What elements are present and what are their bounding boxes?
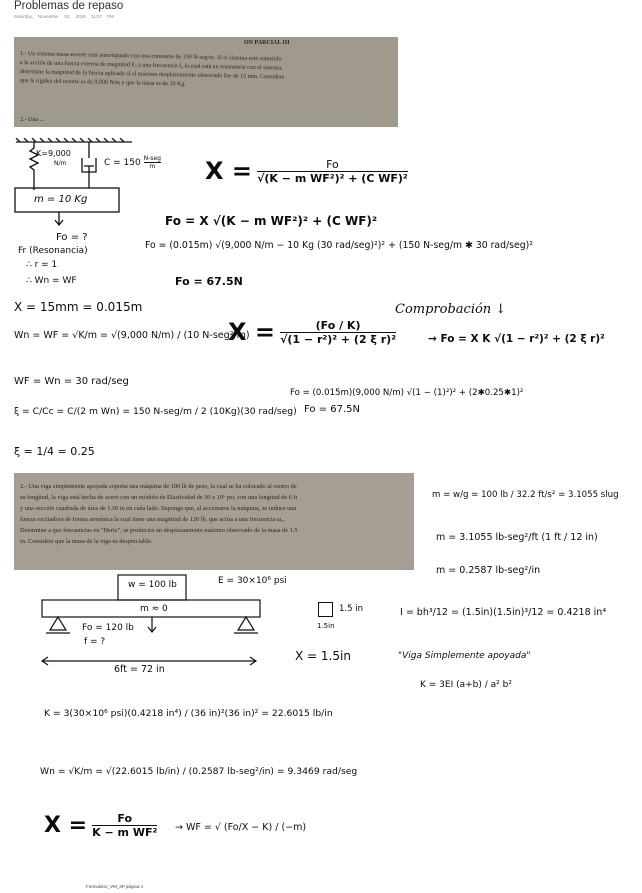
photo-line: in. Considere que la masa de la viga es despreciable. [20,538,153,545]
xi-result: ξ = 1/4 = 0.25 [14,445,95,458]
x-numerator: Fo [257,158,408,172]
photo-line: 2.- Una ... [20,117,44,123]
fo-check-result: Fo = 67.5N [304,404,360,415]
fo-result: Fo = 67.5N [175,275,243,288]
photo-line: fuerza excitadora de forma armónica la cual tiene una magnitud de 120 lb, que actúa a una frecuencia ω₀. [20,516,286,523]
elastic-modulus: E = 30×10⁶ psi [218,576,287,586]
x-denominator: √(K − m WF²)² + (C WF)² [257,171,408,185]
x-resonance-formula [228,318,396,346]
page-footer: Formulario_VM_3P página 1 [86,884,144,889]
fo-question: Fo = ? [56,232,88,243]
beam-length: 6ft = 72 in [114,664,165,675]
fr-resonance: Fr (Resonancia) [18,246,88,256]
wf-value: WF = Wn = 30 rad/seg [14,376,129,387]
beam-mass-zero: m ≈ 0 [140,604,168,614]
fo-from-x: → Fo = X K √(1 − r²)² + (2 ξ r)² [428,333,605,345]
problem-1-photo [14,37,398,127]
x-formula [205,157,408,185]
wn-definition: Wn = WF = √K/m = √(9,000 N/m) / (10 N-seg²/m) [14,330,250,341]
photo-line: que la rigidez del resorte es de 9,000 N/m y que la masa es de 10 Kg. [19,78,186,88]
mass-conversion: m = 3.1055 lb-seg²/ft (1 ft / 12 in) [436,532,598,543]
stiffness-calc: K = 3(30×10⁶ psi)(0.4218 in⁴) / (36 in)²(36 in)² = 22.6015 lb/in [44,708,333,719]
k-unit: N/m [54,160,67,167]
x-symbol-3: X = [44,813,88,838]
c-unit-den: m [149,163,156,170]
freq-question: f = ? [84,637,106,647]
page-title: Problemas de repaso [14,0,124,12]
page-date: Saturday, November 30, 2019 [14,14,86,19]
square-bottom: 1.5in [317,622,335,630]
problem-2-photo [14,473,414,570]
mass-equation: m = w/g = 100 lb / 32.2 ft/s² = 3.1055 slug [432,490,619,500]
x3-denominator: K − m WF² [92,826,158,839]
spring-k-label [36,149,71,167]
photo-line: 1.- Un sistema masa-resorte está amortiguado con una constante de 150 N-seg/m. Si el sistema está sometido [19,51,282,63]
beam-type: "Viga Simplemente apoyada" [398,651,531,661]
mass-result: m = 0.2587 lb-seg²/in [436,565,541,576]
mass-label: m = 10 Kg [34,194,88,205]
beam-weight-label: w = 100 lb [128,580,177,590]
page-meta [14,14,114,19]
fo-label: Fo = 120 lb [82,623,134,633]
fo-check: Fo = (0.015m)(9,000 N/m) √(1 − (1)²)² + (2✱0.25✱1)² [290,388,524,398]
photo-line: 2.- Una viga simplemente apoyada soporta una máquina de 100 lb de peso, la cual se ha colocado al centro de [20,483,297,490]
x3-numerator: Fo [92,812,157,826]
cross-section-square [318,602,333,617]
x-symbol-2: X = [228,318,275,346]
x-bottom-formula [44,812,157,839]
x-given-2: X = 1.5in [295,649,351,663]
photo-line: su longitud, la viga está hecha de acero con un módulo de Elasticidad de 30 x 10⁶ psi, con una longitud de 6 ft [20,494,298,501]
x2-denominator: √(1 − r²)² + (2 ξ r)² [280,332,397,346]
r-equals: ∴ r = 1 [26,260,58,270]
photo-line: a la acción de una fuerza externa de magnitud F₀ a una frecuencia f₀ la cual está en resonancia con el sistema, [19,60,283,72]
c-unit-num: N-seg [143,155,161,162]
photo-line: determine la magnitud de la fuerza aplicada si el máximo desplazamiento observado fue de 15 mm. Considere [19,69,285,81]
wn-calc: Wn = √K/m = √(22.6015 lb/in) / (0.2587 lb-seg²/in) = 9.3469 rad/seg [40,766,358,777]
x-given: X = 15mm = 0.015m [14,300,143,314]
photo-line: y una sección cuadrada de área de 1.50 in en cada lado. Suponga que, al accionarse la máquina, se induce una [20,505,297,512]
photo-line: Determine a que frecuencias en "Hertz", se producirá un desplazamiento máximo observado de la masa de 1.5 [20,527,298,534]
stiffness-formula: K = 3EI (a+b) / a² b² [420,680,512,690]
damper-c-label [104,155,161,170]
square-side: 1.5 in [339,604,363,614]
mass-spring-diagram [14,138,134,243]
page-time: 11:07 PM [90,14,114,19]
fo-substitution: Fo = (0.015m) √(9,000 N/m − 10 Kg (30 rad/seg)²)² + (150 N-seg/m ✱ 30 rad/seg)² [145,240,533,251]
wn-equals: ∴ Wn = WF [26,276,77,286]
comprobacion-label: Comprobación ↓ [395,302,507,317]
c-value: C = 150 [104,158,141,168]
wf-bottom: → WF = √ (Fo/X − K) / (−m) [175,822,307,833]
xi-equation: ξ = C/Cc = C/(2 m Wn) = 150 N-seg/m / 2 (10Kg)(30 rad/seg) [14,406,297,417]
x-symbol: X = [205,157,252,185]
k-value: K=9,000 [36,149,71,158]
photo-heading: ON PARCIAL III [244,40,290,46]
x2-numerator: (Fo / K) [280,319,396,333]
inertia-equation: I = bh³/12 = (1.5in)(1.5in)³/12 = 0.4218 in⁴ [400,607,607,618]
fo-solved: Fo = X √(K − m WF²)² + (C WF)² [165,214,378,228]
